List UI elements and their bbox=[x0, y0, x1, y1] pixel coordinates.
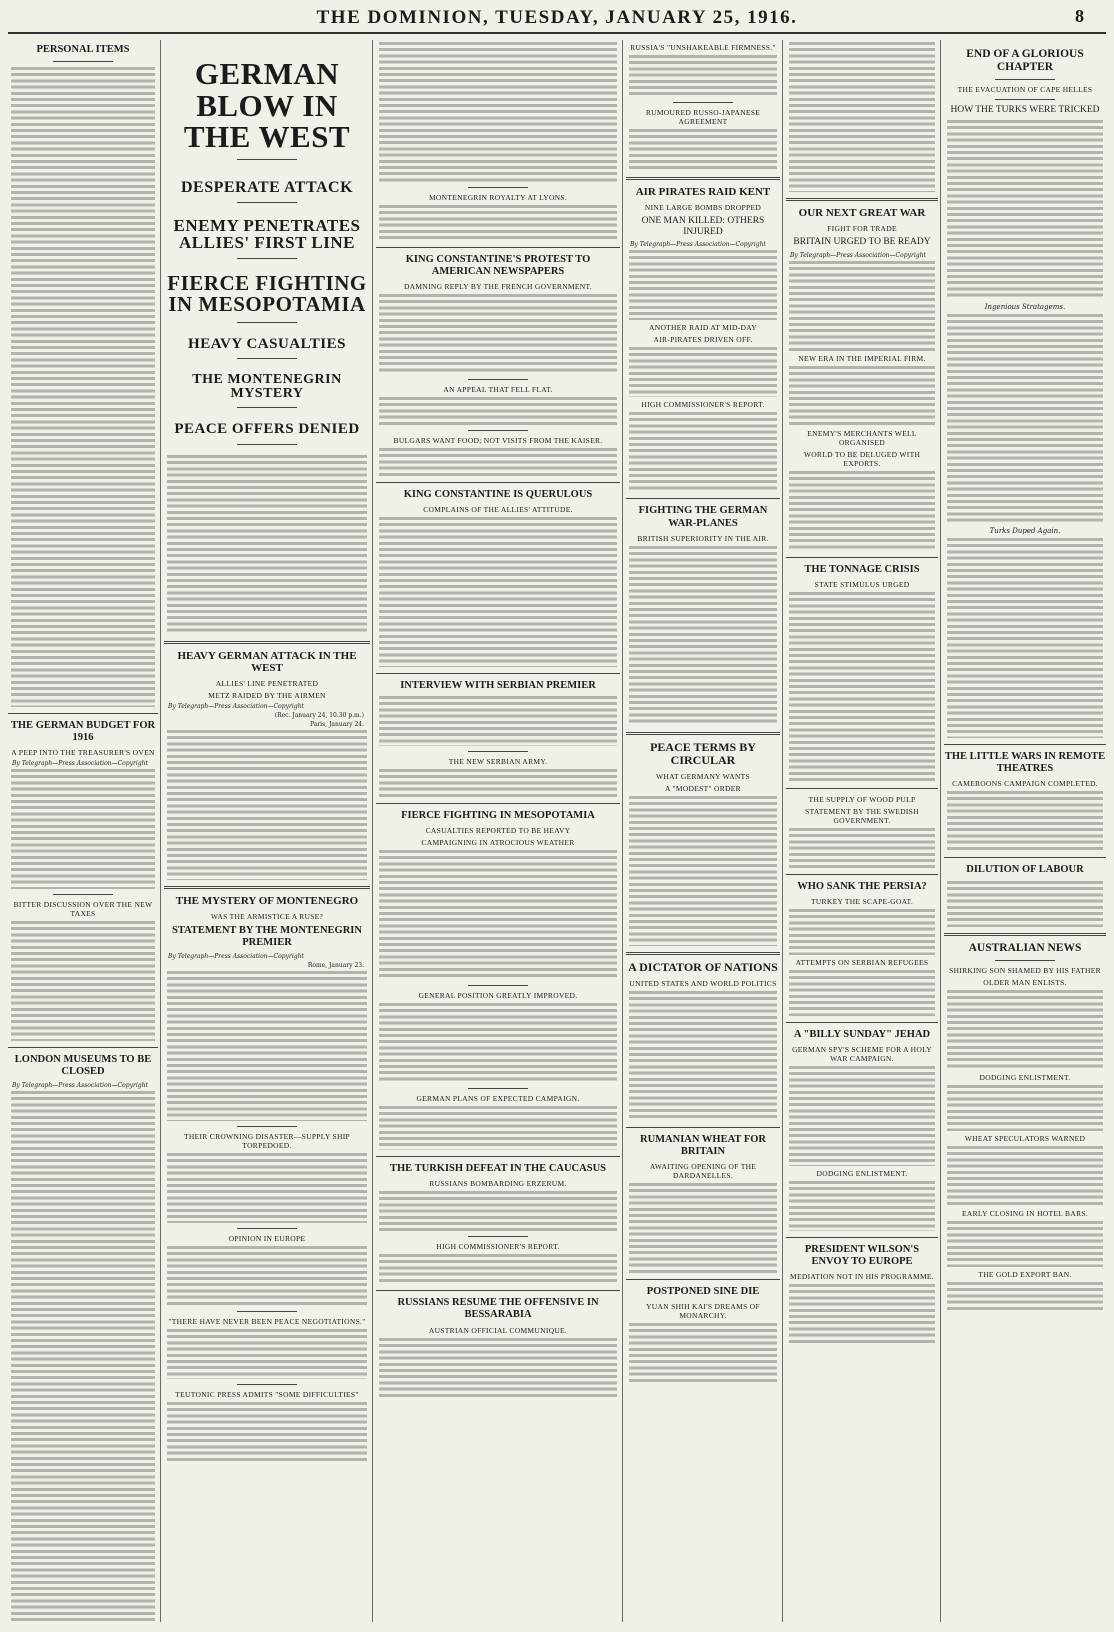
article-body-merchants bbox=[789, 471, 935, 551]
divider bbox=[626, 1127, 780, 1128]
article-body-bulgars bbox=[379, 448, 617, 476]
article-body-personal bbox=[11, 67, 155, 707]
article-body-appeal bbox=[379, 397, 617, 425]
divider bbox=[468, 430, 528, 431]
dateline: (Rec. January 24, 10.30 p.m.) bbox=[274, 712, 364, 720]
article-body-opinion bbox=[167, 1246, 367, 1306]
headline-querulous: KING CONSTANTINE IS QUERULOUS bbox=[403, 489, 593, 501]
divider bbox=[8, 713, 158, 714]
headline-mystery-montenegro: THE MYSTERY OF MONTENEGRO bbox=[175, 895, 359, 908]
article-body-continued bbox=[789, 42, 935, 192]
divider bbox=[53, 894, 113, 895]
column-5 bbox=[786, 40, 938, 1624]
divider bbox=[944, 744, 1106, 745]
article-body-refugees bbox=[789, 970, 935, 1016]
subhead-crowning-disaster: THEIR CROWNING DISASTER—SUPPLY SHIP TORPEDOED. bbox=[184, 1131, 350, 1150]
divider bbox=[626, 952, 780, 955]
subhead-turks-duped: Turks Duped Again. bbox=[989, 527, 1061, 536]
subhead-merchants: ENEMY'S MERCHANTS WELL ORGANISED bbox=[807, 428, 917, 447]
subhead-bitter-discussion: BITTER DISCUSSION OVER THE NEW TAXES bbox=[13, 900, 153, 919]
subhead-new-era: NEW ERA IN THE IMPERIAL FIRM. bbox=[798, 353, 926, 363]
divider bbox=[376, 247, 620, 248]
article-body-german-plans bbox=[379, 1106, 617, 1150]
article-body-royalty bbox=[379, 205, 617, 241]
headline-tonnage: THE TONNAGE CRISIS bbox=[804, 563, 920, 575]
article-body-teutonic bbox=[167, 1402, 367, 1462]
divider bbox=[237, 1311, 297, 1312]
divider bbox=[673, 102, 733, 103]
column-2-lead bbox=[164, 40, 370, 1624]
article-body-firmness bbox=[629, 55, 777, 97]
article-body-general bbox=[379, 1003, 617, 1083]
subhead-evacuation: THE EVACUATION OF CAPE HELLES bbox=[957, 85, 1093, 95]
article-body-ingenious bbox=[947, 314, 1103, 524]
column-rule bbox=[940, 40, 941, 1622]
subhead-nine-bombs: NINE LARGE BOMBS DROPPED bbox=[644, 202, 762, 212]
dateline: Rome, January 23. bbox=[307, 961, 364, 969]
subhead-scape-goat: TURKEY THE SCAPE-GOAT. bbox=[810, 896, 914, 906]
article-body-rumoured bbox=[629, 129, 777, 171]
subhead-ingenious: Ingenious Stratagems. bbox=[984, 303, 1066, 312]
column-rule bbox=[372, 40, 373, 1622]
divider bbox=[786, 1237, 938, 1238]
subhead-refugees: ATTEMPTS ON SERBIAN REFUGEES bbox=[795, 957, 929, 967]
byline: By Telegraph—Press Association—Copyright bbox=[12, 1082, 148, 1090]
masthead-rule bbox=[8, 32, 1106, 34]
subhead-britain-urged: BRITAIN URGED TO BE READY bbox=[793, 236, 931, 247]
subhead-yuan: YUAN SHIH KAI'S DREAMS OF MONARCHY. bbox=[646, 1302, 760, 1321]
article-body-driven-off bbox=[629, 347, 777, 397]
column-rule bbox=[160, 40, 161, 1622]
subhead-deluged: WORLD TO BE DELUGED WITH EXPORTS. bbox=[803, 449, 921, 468]
subhead-damning: DAMNING REPLY BY THE FRENCH GOVERNMENT. bbox=[403, 282, 593, 292]
subhead-hc-report: HIGH COMMISSIONER'S REPORT. bbox=[641, 400, 765, 410]
article-body-peace-terms bbox=[629, 796, 777, 946]
article-body-never-been bbox=[167, 1329, 367, 1379]
column-3 bbox=[376, 40, 620, 1624]
subhead-cameroons: CAMEROONS CAMPAIGN COMPLETED. bbox=[952, 779, 1098, 789]
subhead-armistice: WAS THE ARMISTICE A RUSE? bbox=[210, 911, 324, 921]
headline-museums: LONDON MUSEUMS TO BE CLOSED bbox=[14, 1054, 152, 1078]
divider bbox=[376, 673, 620, 674]
headline-german-blow: GERMAN BLOW IN THE WEST bbox=[183, 56, 351, 155]
divider bbox=[237, 1228, 297, 1229]
subhead-awaiting: AWAITING OPENING OF THE DARDANELLES. bbox=[649, 1162, 757, 1181]
subhead-teutonic: TEUTONIC PRESS ADMITS "SOME DIFFICULTIES" bbox=[175, 1389, 359, 1399]
article-body-budget bbox=[11, 769, 155, 889]
divider bbox=[237, 407, 297, 408]
headline-little-wars: THE LITTLE WARS IN REMOTE THEATRES bbox=[944, 751, 1106, 775]
headline-peace-offers: PEACE OFFERS DENIED bbox=[174, 421, 360, 438]
article-body-wood-pulp bbox=[789, 828, 935, 868]
byline: By Telegraph—Press Association—Copyright bbox=[168, 703, 304, 711]
article-body-hc bbox=[629, 412, 777, 492]
subhead-casualties: CASUALTIES REPORTED TO BE HEAVY bbox=[425, 826, 571, 836]
divider bbox=[944, 933, 1106, 936]
column-4 bbox=[626, 40, 780, 1624]
subhead-rumoured: RUMOURED RUSSO-JAPANESE AGREEMENT bbox=[645, 108, 761, 126]
subhead-what-germany: WHAT GERMANY WANTS bbox=[655, 772, 750, 782]
article-body-protest bbox=[379, 294, 617, 374]
article-body-interview bbox=[379, 696, 617, 746]
byline: By Telegraph—Press Association—Copyright bbox=[630, 241, 766, 249]
headline-heavy-attack: HEAVY GERMAN ATTACK IN THE WEST bbox=[177, 649, 357, 675]
subhead-firmness: RUSSIA'S "UNSHAKEABLE FIRMNESS." bbox=[630, 43, 776, 52]
divider bbox=[237, 1126, 297, 1127]
article-body-serbian-army bbox=[379, 769, 617, 797]
headline-protest: KING CONSTANTINE'S PROTEST TO AMERICAN NEWSPAPERS bbox=[405, 254, 591, 278]
divider bbox=[944, 857, 1106, 858]
divider bbox=[626, 177, 780, 180]
article-body-hc-report bbox=[379, 1254, 617, 1284]
headline-montenegrin-mystery: THE MONTENEGRIN MYSTERY bbox=[192, 371, 342, 402]
subhead-older-man: OLDER MAN ENLISTS. bbox=[983, 977, 1067, 987]
article-body-air-pirates bbox=[629, 250, 777, 320]
divider bbox=[786, 557, 938, 558]
article-body-postponed bbox=[629, 1323, 777, 1383]
subhead-opinion: OPINION IN EUROPE bbox=[228, 1233, 306, 1243]
article-body-heavy-attack bbox=[167, 730, 367, 880]
divider bbox=[376, 803, 620, 804]
byline: By Telegraph—Press Association—Copyright bbox=[168, 952, 304, 960]
article-body-bessarabia bbox=[379, 1338, 617, 1398]
column-6 bbox=[944, 40, 1106, 1624]
masthead-date: THE DOMINION, TUESDAY, JANUARY 25, 1916. bbox=[316, 7, 798, 28]
subhead-dodging: DODGING ENLISTMENT. bbox=[816, 1168, 908, 1178]
subhead-complains: COMPLAINS OF THE ALLIES' ATTITUDE. bbox=[423, 505, 573, 515]
divider bbox=[376, 1156, 620, 1157]
subhead-erzerum: RUSSIANS BOMBARDING ERZERUM. bbox=[429, 1179, 567, 1189]
subhead-serbian-army: THE NEW SERBIAN ARMY. bbox=[448, 757, 548, 767]
headline-dictator: A DICTATOR OF NATIONS bbox=[628, 960, 778, 975]
divider bbox=[995, 79, 1055, 80]
subhead-never-been: "THERE HAVE NEVER BEEN PEACE NEGOTIATIONS." bbox=[168, 1316, 366, 1326]
article-body-turks-duped bbox=[947, 538, 1103, 738]
article-body-new-era bbox=[789, 366, 935, 426]
article-body-dodging bbox=[789, 1181, 935, 1231]
subhead-driven-off: AIR-PIRATES DRIVEN OFF. bbox=[653, 335, 753, 345]
article-body-dodging bbox=[947, 1085, 1103, 1131]
subhead-general: GENERAL POSITION GREATLY IMPROVED. bbox=[418, 991, 578, 1001]
subhead-royalty: MONTENEGRIN ROYALTY AT LYONS. bbox=[428, 193, 568, 202]
divider bbox=[53, 61, 113, 62]
article-body-fierce bbox=[379, 850, 617, 980]
divider bbox=[468, 187, 528, 188]
article-body-dilution bbox=[947, 881, 1103, 927]
subhead-fight-trade: FIGHT FOR TRADE bbox=[827, 223, 897, 233]
article-body-gold-export bbox=[947, 1282, 1103, 1312]
article-body-warplanes bbox=[629, 546, 777, 726]
divider bbox=[468, 1088, 528, 1089]
article-body-querulous bbox=[379, 517, 617, 667]
headline-persia: WHO SANK THE PERSIA? bbox=[797, 880, 927, 892]
subhead-treasurers-oven: A PEEP INTO THE TREASURER'S OVEN bbox=[11, 748, 155, 758]
article-body-wilson bbox=[789, 1284, 935, 1344]
subhead-austrian: AUSTRIAN OFFICIAL COMMUNIQUE. bbox=[428, 1325, 568, 1335]
divider bbox=[237, 322, 297, 323]
divider bbox=[164, 886, 370, 889]
subhead-british-superiority: BRITISH SUPERIORITY IN THE AIR. bbox=[637, 533, 769, 543]
divider bbox=[995, 960, 1055, 961]
divider bbox=[376, 482, 620, 483]
subhead-shirking: SHIRKING SON SHAMED BY HIS FATHER bbox=[949, 965, 1101, 975]
headline-air-pirates: AIR PIRATES RAID KENT bbox=[635, 186, 771, 198]
subhead-wheat: WHEAT SPECULATORS WARNED bbox=[964, 1133, 1086, 1143]
divider bbox=[626, 498, 780, 499]
article-body-erzerum bbox=[379, 1191, 617, 1231]
divider bbox=[626, 732, 780, 735]
headline-interview: INTERVIEW WITH SERBIAN PREMIER bbox=[400, 680, 596, 692]
divider bbox=[468, 985, 528, 986]
article-body-continued bbox=[379, 42, 617, 182]
subhead-german-plans: GERMAN PLANS OF EXPECTED CAMPAIGN. bbox=[416, 1094, 580, 1104]
divider bbox=[237, 202, 297, 203]
subhead-statement: STATEMENT BY THE MONTENEGRIN PREMIER bbox=[172, 924, 362, 948]
article-body-cameroons bbox=[947, 791, 1103, 851]
article-body-lead bbox=[167, 455, 367, 635]
article-body-rumanian bbox=[629, 1183, 777, 1273]
article-body-persia bbox=[789, 909, 935, 955]
headline-enemy-penetrates: ENEMY PENETRATES ALLIES' FIRST LINE bbox=[173, 216, 361, 253]
headline-personal-items: PERSONAL ITEMS bbox=[36, 44, 130, 55]
subhead-hc-report: HIGH COMMISSIONER'S REPORT. bbox=[436, 1242, 560, 1252]
subhead-dodging: DODGING ENLISTMENT. bbox=[979, 1072, 1071, 1082]
subhead-tricked: HOW THE TURKS WERE TRICKED bbox=[950, 105, 1100, 116]
article-body-tonnage bbox=[789, 592, 935, 782]
headline-next-war: OUR NEXT GREAT WAR bbox=[798, 207, 926, 219]
subhead-spys-scheme: GERMAN SPY'S SCHEME FOR A HOLY WAR CAMPAIGN. bbox=[792, 1044, 932, 1063]
subhead-wood-pulp: THE SUPPLY OF WOOD PULP bbox=[808, 794, 916, 804]
headline-fierce: FIERCE FIGHTING IN MESOPOTAMIA bbox=[401, 810, 595, 822]
article-body-shirking bbox=[947, 990, 1103, 1070]
headline-wilson: PRESIDENT WILSON'S ENVOY TO EUROPE bbox=[804, 1243, 920, 1267]
subhead-metz: METZ RAIDED BY THE AIRMEN bbox=[208, 691, 326, 701]
headline-heavy-casualties: HEAVY CASUALTIES bbox=[188, 335, 346, 352]
subhead-stimulus: STATE STIMULUS URGED bbox=[814, 579, 910, 589]
headline-postponed: POSTPONED SINE DIE bbox=[646, 1286, 760, 1298]
article-body-mystery bbox=[167, 971, 367, 1121]
column-rule bbox=[622, 40, 623, 1622]
headline-turkish-defeat: THE TURKISH DEFEAT IN THE CAUCASUS bbox=[390, 1163, 606, 1175]
divider bbox=[786, 1022, 938, 1023]
headline-desperate-attack: DESPERATE ATTACK bbox=[180, 178, 354, 196]
divider bbox=[376, 1290, 620, 1291]
article-body-billy-sunday bbox=[789, 1066, 935, 1166]
divider bbox=[468, 751, 528, 752]
divider bbox=[237, 444, 297, 445]
headline-billy-sunday: A "BILLY SUNDAY" JEHAD bbox=[793, 1028, 931, 1040]
headline-end-chapter: END OF A GLORIOUS CHAPTER bbox=[966, 48, 1084, 74]
article-body-dictator bbox=[629, 991, 777, 1121]
divider bbox=[237, 258, 297, 259]
byline: By Telegraph—Press Association—Copyright bbox=[12, 760, 148, 768]
subhead-allies-line: ALLIES' LINE PENETRATED bbox=[215, 679, 319, 689]
subhead-gold-export: THE GOLD EXPORT BAN. bbox=[978, 1269, 1072, 1279]
headline-rumanian: RUMANIAN WHEAT FOR BRITAIN bbox=[639, 1134, 766, 1158]
divider bbox=[164, 641, 370, 644]
headline-german-budget: THE GERMAN BUDGET FOR 1916 bbox=[10, 720, 156, 744]
subhead-campaigning: CAMPAIGNING IN ATROCIOUS WEATHER bbox=[421, 838, 575, 848]
column-1 bbox=[8, 40, 158, 1624]
article-body-next-war bbox=[789, 261, 935, 351]
headline-australian: AUSTRALIAN NEWS bbox=[968, 941, 1082, 954]
divider bbox=[237, 1384, 297, 1385]
divider bbox=[786, 198, 938, 201]
divider bbox=[237, 358, 297, 359]
divider bbox=[468, 379, 528, 380]
page-number: 8 bbox=[1075, 6, 1084, 26]
subhead-another-raid: ANOTHER RAID AT MID-DAY bbox=[649, 323, 757, 333]
column-rule bbox=[782, 40, 783, 1622]
headline-fierce-fighting: FIERCE FIGHTING IN MESOPOTAMIA bbox=[167, 270, 367, 317]
subhead-bulgars: BULGARS WANT FOOD; NOT VISITS FROM THE KAISER. bbox=[393, 436, 603, 446]
subhead-mediation: MEDIATION NOT IN HIS PROGRAMME. bbox=[790, 1271, 934, 1281]
subhead-us-politics: UNITED STATES AND WORLD POLITICS bbox=[629, 979, 777, 988]
headline-peace-terms: PEACE TERMS BY CIRCULAR bbox=[650, 739, 756, 768]
subhead-swedish: STATEMENT BY THE SWEDISH GOVERNMENT. bbox=[805, 806, 919, 825]
subhead-modest: A "MODEST" ORDER bbox=[665, 784, 741, 794]
divider bbox=[786, 874, 938, 875]
article-body-wheat bbox=[947, 1146, 1103, 1206]
article-body-evacuation bbox=[947, 120, 1103, 300]
subhead-one-man: ONE MAN KILLED: OTHERS INJURED bbox=[641, 215, 765, 237]
headline-bessarabia: RUSSIANS RESUME THE OFFENSIVE IN BESSARABIA bbox=[397, 1297, 599, 1321]
dateline: Paris, January 24. bbox=[309, 721, 364, 729]
article-body-crowning bbox=[167, 1153, 367, 1223]
headline-fighting-warplanes: FIGHTING THE GERMAN WAR-PLANES bbox=[638, 505, 768, 529]
divider bbox=[468, 1236, 528, 1237]
article-body-museums bbox=[11, 1091, 155, 1624]
article-body-early-closing bbox=[947, 1221, 1103, 1267]
divider bbox=[8, 1047, 158, 1048]
divider bbox=[786, 788, 938, 789]
divider bbox=[237, 159, 297, 160]
divider bbox=[995, 99, 1055, 100]
article-body-taxes bbox=[11, 921, 155, 1041]
subhead-early-closing: EARLY CLOSING IN HOTEL BARS. bbox=[961, 1208, 1089, 1218]
headline-dilution: DILUTION OF LABOUR bbox=[966, 864, 1084, 876]
divider bbox=[626, 1279, 780, 1280]
subhead-appeal: AN APPEAL THAT FELL FLAT. bbox=[443, 385, 553, 395]
byline: By Telegraph—Press Association—Copyright bbox=[790, 251, 926, 259]
